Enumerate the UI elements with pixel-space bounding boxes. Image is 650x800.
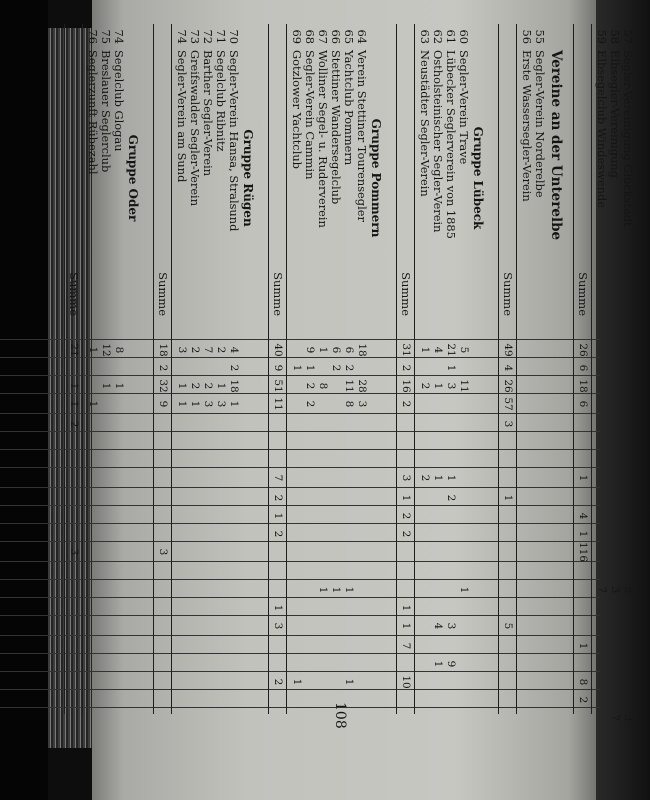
rule-line (268, 24, 269, 714)
table-cell: 2 (400, 512, 412, 520)
sum-label: Summe (156, 272, 170, 316)
table-cell: 2 (400, 400, 412, 408)
table-cell: 2 (330, 364, 342, 372)
background-shadow (0, 0, 48, 800)
table-cell: 1 (176, 382, 188, 390)
table-cell: 26 (502, 379, 514, 393)
table-row (214, 28, 227, 718)
table-cell: 9 (445, 660, 457, 668)
row-number: 72 (201, 29, 215, 44)
row-number: 60 (457, 29, 471, 44)
club-name: Neustädter Segler-Verein (418, 50, 432, 197)
row-number: 55 (533, 29, 547, 44)
row-number: 75 (99, 29, 113, 44)
table-cell: 1 (176, 400, 188, 408)
club-name: Segelclub Glogau (112, 50, 126, 152)
rule-line (171, 24, 172, 714)
row-number: 59 (595, 29, 609, 44)
club-name: Wolliner Segel- u. Ruderverein (316, 50, 330, 228)
table-cell: 1 (87, 346, 99, 354)
table-cell: 21 (68, 343, 80, 357)
table-row (608, 28, 622, 722)
table-cell: 9 (157, 400, 169, 408)
table-cell: 1 (432, 474, 444, 482)
table-cell: 2 (157, 364, 169, 372)
table-cell: 11 (343, 379, 355, 393)
table-cell: 2 (343, 364, 355, 372)
table-cell: 2 (202, 382, 214, 390)
table-cell: 7 (609, 714, 621, 722)
table-cell: 3 (176, 346, 188, 354)
table-cell: 1 (228, 400, 240, 408)
table-row (175, 28, 188, 718)
table-cell: 57 (502, 397, 514, 411)
table-cell: 1 (432, 382, 444, 390)
table-cell: 1 (400, 494, 412, 502)
table-cell: 3 (157, 548, 169, 556)
table-row (329, 28, 342, 718)
table-cell: 8 (577, 678, 589, 686)
sum-row (272, 28, 285, 718)
club-name: Elbsegelclub Windeswende (595, 50, 609, 209)
rule-line (286, 24, 287, 714)
table-row (595, 28, 608, 718)
rule-line (591, 24, 592, 714)
rotated-table (60, 28, 635, 729)
table-cell: 9 (304, 346, 316, 354)
table-cell: 2 (189, 346, 201, 354)
table-cell: 3 (609, 586, 621, 594)
table-row (418, 28, 431, 718)
table-cell: 51 (272, 379, 284, 393)
row-number: 58 (608, 29, 622, 44)
table-cell: 2 (272, 678, 284, 686)
sum-label: Summe (271, 272, 285, 316)
table-cell: 3 (502, 420, 514, 428)
table-row (227, 28, 240, 718)
table-cell: 2 (228, 364, 240, 372)
table-cell: 1 (317, 586, 329, 594)
row-number: 64 (355, 29, 369, 44)
table-cell: 1 (343, 678, 355, 686)
table-cell: 1 (458, 586, 470, 594)
table-cell: 8 (622, 586, 634, 594)
table-cell: 3 (445, 622, 457, 630)
table-cell: 1 (87, 400, 99, 408)
table-cell: 1 (343, 586, 355, 594)
table-cell: 2 (189, 382, 201, 390)
club-name: Barther Segler-Verein (201, 50, 215, 177)
table-cell: 28 (356, 379, 368, 393)
table-cell: 1 (291, 364, 303, 372)
table-cell: 1 (272, 604, 284, 612)
row-number: 76 (86, 29, 100, 44)
table-row (99, 28, 112, 718)
table-cell: 2 (272, 494, 284, 502)
table-row (520, 28, 533, 718)
table-cell: 11 (272, 397, 284, 411)
table-row (201, 28, 214, 718)
table-cell: 7 (272, 474, 284, 482)
table-cell: 2 (577, 696, 589, 704)
table-cell: 49 (502, 343, 514, 357)
table-cell: 6 (330, 346, 342, 354)
group-heading: Vereine an der Unterelbe (548, 50, 564, 241)
club-name: Seglerzunft Rübezahl (86, 50, 100, 175)
club-name: Segler-Verein Hansa, Stralsund (227, 50, 241, 232)
table-cell: 1 (577, 474, 589, 482)
table-cell: 1 (330, 586, 342, 594)
club-name: Segler-Vereinigung Glückstadt (621, 50, 635, 227)
club-name: Elbsegler-Vereinigung (608, 50, 622, 178)
table-cell: 4 (432, 346, 444, 354)
table-row (533, 28, 546, 718)
club-name: Segler-Verein Trave (457, 50, 471, 165)
table-cell: 40 (272, 343, 284, 357)
table-cell: 3 (68, 548, 80, 556)
row-number: 63 (418, 29, 432, 44)
table-cell: 6 (343, 346, 355, 354)
table-cell: 1 (317, 346, 329, 354)
row-number: 68 (303, 29, 317, 44)
table-cell: 1 (215, 382, 227, 390)
table-row (431, 28, 444, 718)
table-cell: 3 (215, 400, 227, 408)
table-cell: 1 (272, 512, 284, 520)
group-heading: Gruppe Oder (126, 134, 140, 222)
table-cell: 3 (202, 400, 214, 408)
table-cell: 1 (189, 400, 201, 408)
table-row (316, 28, 329, 718)
table-cell: 1 (400, 622, 412, 630)
club-name: Yachtclub Pommern (342, 50, 356, 166)
table-cell: 2 (68, 420, 80, 428)
table-cell: 4 (502, 364, 514, 372)
table-cell: 7 (596, 586, 608, 594)
table-cell: 1 (100, 382, 112, 390)
table-cell: 1 (291, 678, 303, 686)
table-cell: 8 (317, 382, 329, 390)
table-row (621, 28, 635, 722)
table-cell: 1 (400, 604, 412, 612)
sum-label: Summe (399, 272, 413, 316)
table-cell: 26 (577, 343, 589, 357)
club-name: Greifswalder Segler-Verein (188, 50, 202, 207)
sum-row (400, 28, 413, 718)
table-cell: 2 (419, 382, 431, 390)
club-name: Gotzlower Yachtclub (290, 50, 304, 169)
table-cell: 12 (100, 343, 112, 357)
club-name: Segler-Verein Norderelbe (533, 50, 547, 198)
row-number: 62 (431, 29, 445, 44)
row-number: 67 (316, 29, 330, 44)
table-cell: 3 (272, 622, 284, 630)
sum-row (68, 28, 81, 718)
table-cell: 18 (356, 343, 368, 357)
table-cell: 2 (215, 346, 227, 354)
row-number: 73 (188, 29, 202, 44)
table-cell: 1 (502, 494, 514, 502)
rule-line (516, 24, 517, 714)
club-name: Verein Stettiner Tourensegler (355, 50, 369, 222)
table-cell: 31 (400, 343, 412, 357)
table-cell: 1 (445, 474, 457, 482)
sum-label: Summe (501, 272, 515, 316)
table-cell: 1 (113, 382, 125, 390)
table-cell: 1 (432, 660, 444, 668)
rule-line (573, 24, 574, 714)
club-name: Lübecker Seglerverein von 1885 (444, 50, 458, 239)
table-cell: 4 (432, 622, 444, 630)
table-cell: 2 (272, 530, 284, 538)
sum-label: Summe (576, 272, 590, 316)
rule-line (498, 24, 499, 714)
table-cell: 2 (304, 382, 316, 390)
group-heading: Gruppe Rügen (241, 129, 255, 227)
rule-line (82, 24, 83, 714)
table-cell: 8 (343, 400, 355, 408)
rule-line (64, 24, 65, 714)
table-cell: 10 (400, 675, 412, 689)
table-cell: 7 (202, 346, 214, 354)
row-number: 61 (444, 29, 458, 44)
table-row (188, 28, 201, 718)
rule-line (396, 24, 397, 714)
table-row (290, 28, 303, 718)
table-cell: 32 (157, 379, 169, 393)
table-cell: 1 (577, 530, 589, 538)
table-row (303, 28, 316, 718)
table-row (86, 28, 99, 718)
group-heading: Gruppe Pommern (369, 118, 383, 238)
table-cell: 1 (304, 364, 316, 372)
row-number: 66 (329, 29, 343, 44)
table-row (112, 28, 125, 718)
row-number: 71 (214, 29, 228, 44)
table-row (457, 28, 470, 718)
table-row (355, 28, 368, 718)
club-name: Segler-Verein Cammin (303, 50, 317, 180)
row-number: 65 (342, 29, 356, 44)
table-cell: 3 (400, 474, 412, 482)
club-name: Stettiner Wandersegelclub (329, 50, 343, 205)
row-number: 56 (520, 29, 534, 44)
group-heading: Gruppe Lübeck (471, 126, 485, 230)
table-cell: 2 (400, 364, 412, 372)
table-cell: 2 (304, 400, 316, 408)
sum-label: Summe (67, 272, 81, 316)
row-number: 70 (227, 29, 241, 44)
sum-row (502, 28, 515, 718)
row-number: 69 (290, 29, 304, 44)
club-name: Segelclub Ribnitz (214, 50, 228, 152)
table-cell: 5 (502, 622, 514, 630)
page-number: 108 (332, 702, 348, 729)
table-cell: 1 (68, 382, 80, 390)
row-number: 74 (112, 29, 126, 44)
sum-row (157, 28, 170, 718)
table-cell: 5 (458, 346, 470, 354)
club-name: Segler-Verein am Sund (175, 50, 189, 183)
table-cell: 9 (272, 364, 284, 372)
table-cell: 3 (356, 400, 368, 408)
table-cell: 1 (445, 364, 457, 372)
table-cell: 1 (68, 400, 80, 408)
table-cell: 8 (113, 346, 125, 354)
row-number: 74 (175, 29, 189, 44)
club-name: Ostholsteinischer Segler-Verein (431, 50, 445, 233)
table-cell: 2 (445, 494, 457, 502)
table-cell: 2 (419, 474, 431, 482)
table-cell: 116 (577, 542, 589, 563)
table-cell: 7 (400, 642, 412, 650)
table-row (342, 28, 355, 718)
table-row (444, 28, 457, 718)
table-cell: 1 (577, 642, 589, 650)
table-cell: 21 (445, 343, 457, 357)
table-cell: 18 (228, 379, 240, 393)
table-cell: 18 (577, 379, 589, 393)
table-cell: 6 (577, 400, 589, 408)
club-name: Erste Wassersegler-Verein (520, 50, 534, 202)
club-name: Breslauer Seglerclub (99, 50, 113, 173)
table-cell: 11 (458, 379, 470, 393)
table-cell: 1 (419, 346, 431, 354)
rule-line (414, 24, 415, 714)
rule-line (153, 24, 154, 714)
table-cell: 18 (157, 343, 169, 357)
table-cell: 3 (622, 714, 634, 722)
sum-row (577, 28, 590, 718)
row-number: 57 (621, 29, 635, 44)
table-cell: 4 (577, 512, 589, 520)
table-cell: 6 (577, 364, 589, 372)
table-cell: 3 (445, 382, 457, 390)
table-cell: 4 (228, 346, 240, 354)
table-cell: 16 (400, 379, 412, 393)
table-cell: 2 (400, 530, 412, 538)
